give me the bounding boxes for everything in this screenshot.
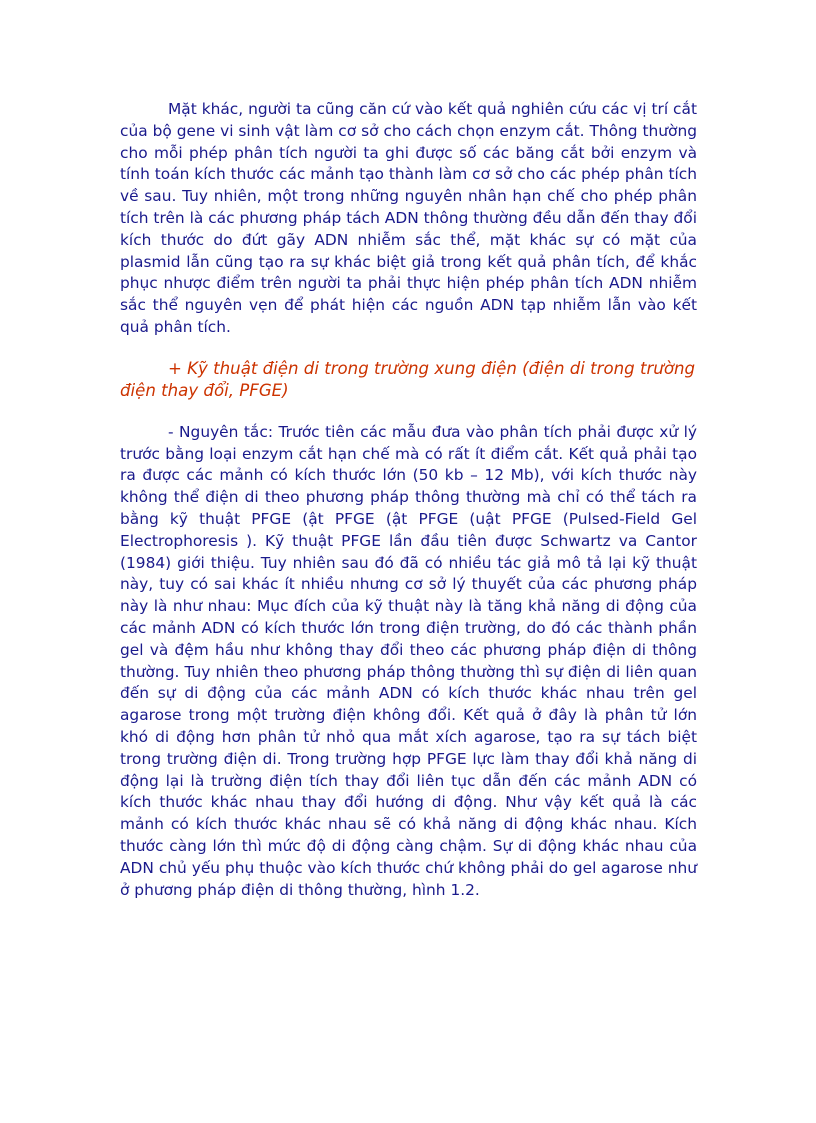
document-body <box>120 99 697 901</box>
section-heading-pfge: + Kỹ thuật điện di trong trường xung điện (điện di trong trường điện thay đổi, PFGE) <box>120 358 696 400</box>
paragraph-pfge-principle: - Nguyên tắc: Trước tiên các mẫu đưa vào phân tích phải được xử lý trước bằng loại enzym cắt hạn chế mà có rất ít điểm cắt. Kết quả phải tạo ra được các mảnh có kích thước lớn (50 kb – 12 Mb), với kích thước này không thể điện di theo phương pháp thông thường mà chỉ có thể tách ra bằng kỹ thuật PFGE (ật PFGE (ật PFGE (uật PFGE (Pulsed-Field Gel Electrophoresis ). Kỹ thuật PFGE lần đầu tiên được Schwartz va Cantor (1984) giới thiệu. Tuy nhiên sau đó đã có nhiều tác giả mô tả lại kỹ thuật này, tuy có sai khác ít nhiều nhưng cơ sở lý thuyết của các phương pháp này là như nhau: Mục đích của kỹ thuật này là tăng khả năng di động của các mảnh ADN có kích thước lớn trong điện trường, do đó các thành phần gel và đệm hầu như không thay đổi theo các phương pháp điện di thông thường. Tuy nhiên theo phương pháp thông thường thì sự điện di liên quan đến sự di động của các mảnh ADN có kích thước khác nhau trên gel agarose trong một trường điện không đổi. Kết quả ở đây là phân tử lớn khó di động hơn phân tử nhỏ qua mắt xích agarose, tạo ra sự tách biệt trong trường điện di. Trong trường hợp PFGE lực làm thay đổi khả năng di động lại là trường điện tích thay đổi liên tục dẫn đến các mảnh ADN có kích thước khác nhau thay đổi hướng di động. Như vậy kết quả là các mảnh có kích thước khác nhau sẽ có khả năng di động khác nhau. Kích thước càng lớn thì mức độ di động càng chậm. Sự di động khác nhau của ADN chủ yếu phụ thuộc vào kích thước chứ không phải do gel agarose như ở phương pháp điện di thông thường, hình 1.2. <box>120 422 697 899</box>
paragraph-restriction-analysis: Mặt khác, người ta cũng căn cứ vào kết quả nghiên cứu các vị trí cắt của bộ gene vi sinh vật làm cơ sở cho cách chọn enzym cắt. Thông thường cho mỗi phép phân tích người ta ghi được số các băng cắt bởi enzym và tính toán kích thước các mảnh tạo thành làm cơ sở cho các phép phân tích về sau. Tuy nhiên, một trong những nguyên nhân hạn chế cho phép phân tích trên là các phương pháp tách ADN thông thường đều dẫn đến thay đổi kích thước do đứt gãy ADN nhiễm sắc thể, mặt khác sự có mặt của plasmid lẫn cũng tạo ra sự khác biệt giả trong kết quả phân tích, để khắc phục nhược điểm trên người ta phải thực hiện phép phân tích ADN nhiễm sắc thể nguyên vẹn để phát hiện các nguồn ADN tạp nhiễm lẫn vào kết quả phân tích. <box>120 100 697 336</box>
